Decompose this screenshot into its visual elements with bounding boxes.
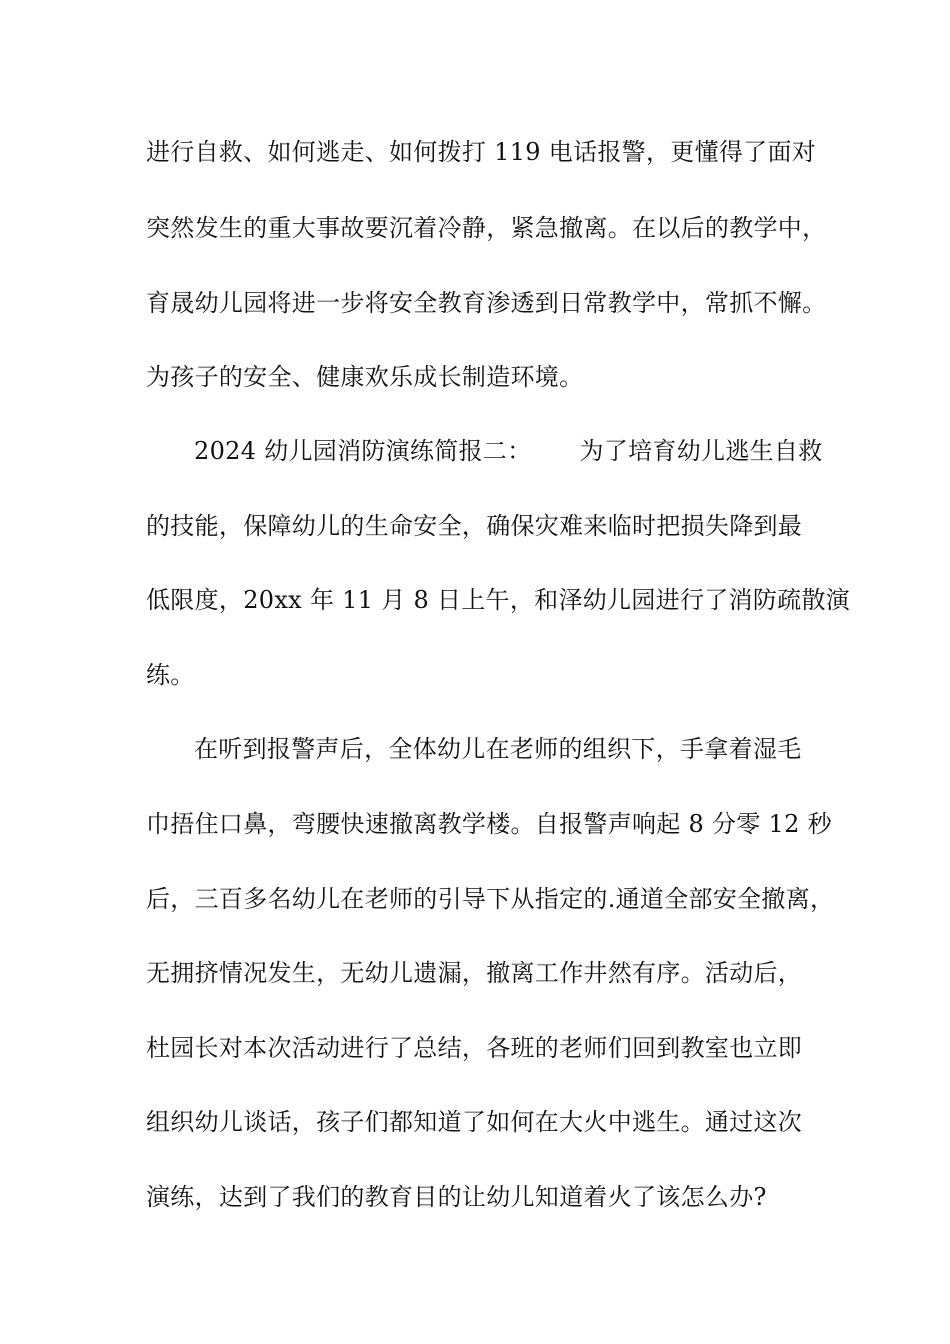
paragraph-line: 进行自救、如何逃走、如何拨打 119 电话报警，更懂得了面对: [146, 138, 817, 166]
paragraph-line: 演练，达到了我们的教育目的让幼儿知道着火了该怎么办?: [146, 1183, 767, 1211]
section-heading: 2024 幼儿园消防演练简报二：: [194, 437, 532, 465]
paragraph-line: 在听到报警声后，全体幼儿在老师的组织下，手拿着湿毛: [194, 735, 802, 763]
paragraph-line: 育晟幼儿园将进一步将安全教育渗透到日常教学中，常抓不懈。: [146, 289, 827, 317]
paragraph-line: 杜园长对本次活动进行了总结，各班的老师们回到教室也立即: [146, 1034, 803, 1062]
paragraph-line: 巾捂住口鼻，弯腰快速撤离教学楼。自报警声响起 8 分零 12 秒: [146, 810, 832, 838]
paragraph-line: 后，三百多名幼儿在老师的引导下从指定的.通道全部安全撤离，: [146, 885, 835, 913]
paragraph-start: 为了培育幼儿逃生自救: [579, 437, 823, 465]
section-heading-line: [194, 431, 874, 471]
paragraph-line: 组织幼儿谈话，孩子们都知道了如何在大火中逃生。通过这次: [146, 1108, 803, 1136]
paragraph-line: 突然发生的重大事故要沉着冷静，紧急撤离。在以后的教学中，: [146, 214, 827, 242]
paragraph-line: 为孩子的安全、健康欢乐成长制造环境。: [146, 363, 584, 391]
paragraph-line: 的技能，保障幼儿的生命安全，确保灾难来临时把损失降到最: [146, 512, 803, 540]
paragraph-line: 低限度，20xx 年 11 月 8 日上午，和泽幼儿园进行了消防疏散演: [146, 586, 851, 614]
paragraph-line: 练。: [146, 661, 195, 689]
paragraph-line: 无拥挤情况发生，无幼儿遗漏，撤离工作井然有序。活动后，: [146, 959, 803, 987]
